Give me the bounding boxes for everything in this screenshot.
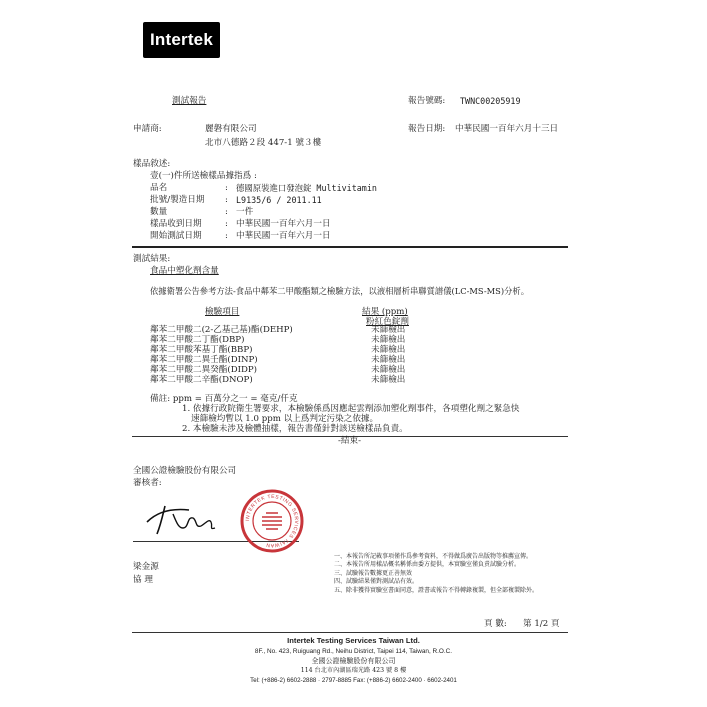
note-1-cont: 速篩檢均暫以 1.0 ppm 以上爲判定污染之依據。 [191,414,379,424]
result-item: 鄰苯二甲酸二異壬酯(DINP) [150,355,258,365]
sample-row-value: 德國原裝進口發泡錠 Multivitamin [236,183,377,193]
note-units: 備註: ppm = 百萬分之一 = 毫克/仟克 [150,394,298,404]
sample-row-sep: : [225,219,228,229]
footer-phone: Tel: (+886-2) 6602-2888 · 2797-8885 Fax: (+886-2) 6602-2400 · 6602-2401 [250,677,457,684]
sample-intro: 壹(一)件所送檢樣品據指爲 : [150,171,257,181]
disclaimer-list [334,553,538,595]
disclaimer-item: 一、本報告所記載事項僅作爲參考資料，不得做爲廣告出版物等推薦宣傳。 [334,553,533,560]
disclaimer-item: 三、試驗報告數據更正善無效 [334,569,413,577]
sample-row-value: 中華民國一百年六月一日 [236,219,331,229]
footer-address-en: 8F., No. 423, Ruiguang Rd., Neihu District, Taipei 114, Taiwan, R.O.C. [254,648,453,655]
page-number: 第 1/2 頁 [523,619,560,629]
result-item: 鄰苯二甲酸二(2-乙基己基)酯(DEHP) [150,325,293,335]
sample-row-label: 樣品收到日期 [150,219,202,229]
applicant-address: 北市八德路２段 447-1 號３樓 [205,138,322,148]
note-1: 1. 依據行政院衛生署要求，本檢驗係爲因應起雲劑添加塑化劑事件，各項塑化劑之緊急快 [182,404,520,414]
disclaimer-item: 二、本報告所用樣品概名稱係由委方提供，本實驗室僅負責試驗分析。 [334,561,521,569]
section-divider [132,246,568,248]
signer-title: 協 理 [133,575,153,585]
sample-row-value: L9135/6 / 2011.11 [236,195,322,205]
reviewer-label: 審核者: [133,478,162,488]
result-value: 未篩檢出 [371,365,406,375]
handwritten-signature [143,500,223,538]
col-sample-header: 粉紅色錠劑 [366,317,409,327]
report-date: 中華民國一百年六月十三日 [455,124,559,134]
footer-address-zh: 114 台北市內湖區瑞光路 423 號 8 樓 [300,667,407,674]
report-no: TWNC00205919 [460,96,521,106]
disclaimer-item: 五、除非獲得實驗室書面同意，證書或報告不得轉錄複製，但全部複製除外。 [334,586,539,594]
col-result-header: 結果 (ppm) [362,307,408,317]
test-method: 依據衛署公告參考方法-食品中鄰苯二甲酸酯類之檢驗方法，以液相層析串聯質譜儀(LC-MS-MS)分析。 [150,286,529,296]
report-title: 測試報告 [172,96,207,106]
sample-heading: 樣品敘述: [133,159,171,169]
applicant-name: 麗磐有限公司 [205,124,257,134]
note-2: 2. 本檢驗未涉及檢體抽樣，報告書僅針對該送檢樣品負責。 [182,424,408,434]
sample-row-sep: : [225,207,228,217]
sample-row-sep: : [225,231,228,241]
results-heading: 測試結果: [133,254,171,264]
result-value: 未篩檢出 [371,355,406,365]
signing-company: 全國公證檢驗股份有限公司 [133,466,237,476]
intertek-logo [143,22,220,58]
report-no-label: 報告號碼: [408,96,446,106]
company-seal-stamp [240,489,304,553]
page-label: 頁 數: [484,619,507,629]
sample-row-label: 品名 [150,183,168,193]
end-mark: -結束- [338,436,361,446]
result-value: 未篩檢出 [371,335,406,345]
result-value: 未篩檢出 [371,375,406,385]
disclaimer-item: 四、試驗結果僅對測試品有效。 [334,578,419,586]
footer-company-en: Intertek Testing Services Taiwan Ltd. [287,636,420,645]
sample-row-label: 批號/製造日期 [150,195,205,205]
result-item: 鄰苯二甲酸二異癸酯(DIDP) [150,365,258,375]
sample-row-label: 開始測試日期 [150,231,202,241]
footer-divider [132,632,568,633]
result-value: 未篩檢出 [371,325,406,335]
col-item-header: 檢驗項目 [205,307,240,317]
sample-row-value: 中華民國一百年六月一日 [236,231,331,241]
result-value: 未篩檢出 [371,345,406,355]
logo-text: Intertek [149,30,213,50]
report-date-label: 報告日期: [408,124,446,134]
footer-company-zh: 全國公證檢驗股份有限公司 [311,657,396,665]
sample-row-sep: : [225,195,228,205]
sample-row-value: 一件 [236,207,254,217]
signer-name: 梁金源 [133,562,159,572]
result-item: 鄰苯二甲酸二辛酯(DNOP) [150,375,253,385]
result-item: 鄰苯二甲酸苯基丁酯(BBP) [150,345,253,355]
results-subheading: 食品中塑化劑含量 [150,266,219,276]
applicant-label: 申請商: [133,124,162,134]
sample-row-label: 數量 [150,207,168,217]
svg-text:INTERTEK TESTING SERVICES TAIW: INTERTEK TESTING SERVICES TAIWAN [244,493,300,549]
sample-row-sep: : [225,183,228,193]
result-item: 鄰苯二甲酸二丁酯(DBP) [150,335,245,345]
